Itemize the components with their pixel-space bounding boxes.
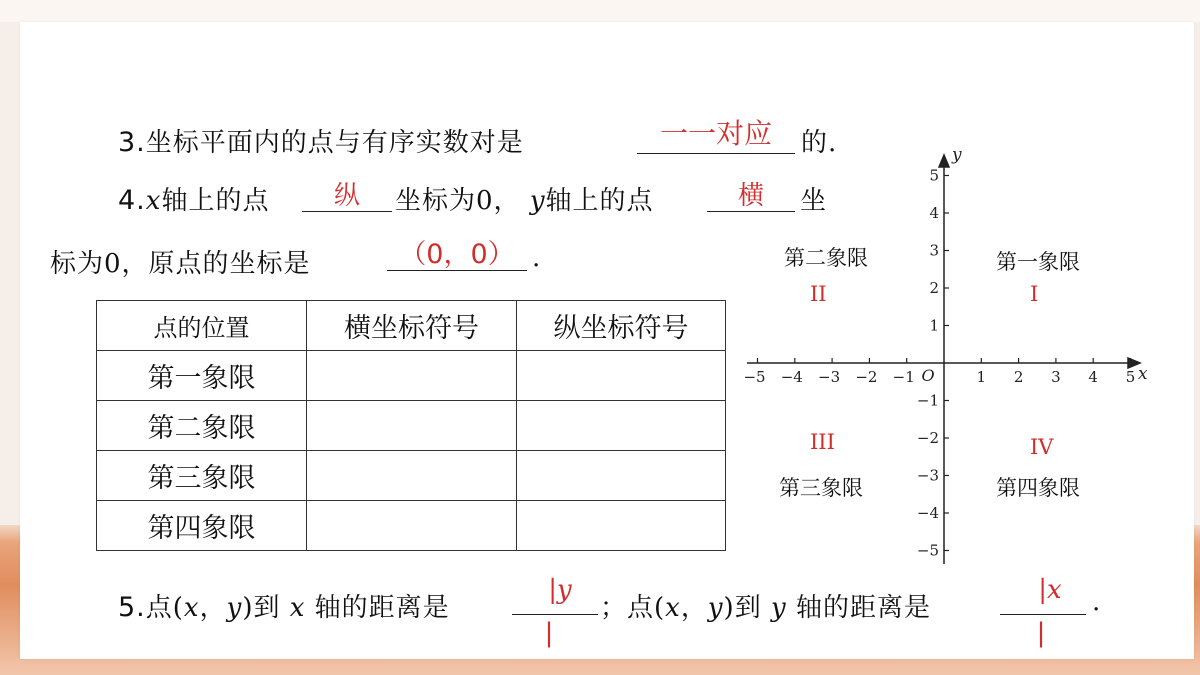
q5-comma-2: ， xyxy=(680,593,708,623)
q5-suffix: . xyxy=(1092,587,1102,617)
y-tick-label: −1 xyxy=(916,391,939,410)
x-tick-label: 4 xyxy=(1088,368,1098,386)
quadrant-1-label: 第一象限 xyxy=(996,250,1080,274)
quadrant-3-roman: III xyxy=(810,430,835,454)
q5-text-6: 轴的距离是 xyxy=(795,593,931,623)
y-axis-arrow xyxy=(939,155,949,167)
x-tick-label: −1 xyxy=(892,368,915,386)
quadrant-1-roman: I xyxy=(1030,282,1039,306)
q5-x-var: x xyxy=(183,593,200,623)
row-label-q2: 第二象限 xyxy=(97,401,307,451)
y-tick-label: −5 xyxy=(916,541,939,560)
q5-text-3: 轴的距离是 xyxy=(314,593,450,623)
q5-text-4: ；点( xyxy=(600,593,666,623)
y-tick-label: 1 xyxy=(929,316,939,335)
q4-text-1: 轴上的点 xyxy=(161,186,270,216)
y-tick-label: 3 xyxy=(929,241,939,260)
x-axis-label: x xyxy=(1138,364,1148,384)
x-tick-label: −5 xyxy=(743,368,766,386)
q3-suffix: 的. xyxy=(801,128,838,158)
q5-text-1: 点( xyxy=(145,593,184,623)
quadrant-2-roman: II xyxy=(810,282,827,306)
x-tick-label: −4 xyxy=(780,368,803,386)
q3-number: 3. xyxy=(118,127,146,158)
q4-y-var: y xyxy=(529,186,546,216)
q5-axis-x: x xyxy=(289,593,306,623)
table-header-y-sign: 纵坐标符号 xyxy=(517,301,726,351)
q5-answer-2-bar: | xyxy=(1036,618,1046,648)
q3-text: 坐标平面内的点与有序实数对是 xyxy=(145,128,524,158)
y-tick-label: 4 xyxy=(929,204,939,222)
row-label-q1: 第一象限 xyxy=(97,351,307,401)
q5-blank-1 xyxy=(512,614,598,615)
q4-text-4: 坐 xyxy=(800,186,828,216)
q5-axis-y: y xyxy=(770,593,787,623)
q5-blank-2 xyxy=(1000,614,1086,615)
y-tick-label: 5 xyxy=(929,166,939,185)
row-label-q4: 第四象限 xyxy=(97,501,307,551)
q5-x-var-2: x xyxy=(665,593,681,623)
q5-text-5: )到 xyxy=(723,593,762,623)
x-tick-label: 1 xyxy=(976,368,987,386)
q4-text-3: 轴上的点 xyxy=(545,186,654,216)
q5-answer-2: |x xyxy=(1038,575,1062,605)
q4-number: 4. xyxy=(118,185,146,216)
q5-y-var-2: y xyxy=(707,593,724,623)
q5-comma: ， xyxy=(199,593,227,623)
y-tick-label: −3 xyxy=(916,466,939,485)
quadrant-4-roman: IV xyxy=(1030,435,1054,459)
x-tick-label: −2 xyxy=(855,368,878,386)
q4-text-2: 坐标为0， xyxy=(395,186,521,216)
q4-line2-suffix: . xyxy=(532,243,542,273)
y-axis-label: y xyxy=(952,145,962,165)
table-header-position: 点的位置 xyxy=(97,301,307,351)
question-5-part1 xyxy=(118,587,450,624)
y-tick-label: 2 xyxy=(929,279,939,297)
q4-answer-2: 横 xyxy=(737,181,764,211)
table-header-x-sign: 横坐标符号 xyxy=(307,301,517,351)
x-tick-label: 2 xyxy=(1013,368,1024,386)
origin-label: O xyxy=(921,366,935,385)
q4-x-var: x xyxy=(145,186,162,216)
q5-y-var: y xyxy=(226,593,243,623)
q4-answer-1: 纵 xyxy=(333,181,360,211)
q5-answer-1: |y xyxy=(548,575,572,605)
q5-text-2: )到 xyxy=(242,593,281,623)
quadrant-3-label: 第三象限 xyxy=(779,476,863,500)
quadrant-4-label: 第四象限 xyxy=(996,476,1080,500)
q5-answer-1-bar: | xyxy=(544,618,554,648)
x-tick-label: 3 xyxy=(1051,368,1061,386)
row-label-q3: 第三象限 xyxy=(97,451,307,501)
question-5-part2 xyxy=(600,587,931,624)
q5-number: 5. xyxy=(118,592,146,623)
q4-line2-text: 标为0，原点的坐标是 xyxy=(50,249,311,279)
q4-answer-3: （0，0） xyxy=(399,239,515,270)
q3-answer: 一一对应 xyxy=(659,117,772,150)
x-tick-label: −3 xyxy=(818,368,841,386)
x-tick-label: 5 xyxy=(1125,368,1136,386)
y-tick-label: −2 xyxy=(916,429,939,447)
y-tick-label: −4 xyxy=(916,504,939,522)
quadrant-2-label: 第二象限 xyxy=(784,246,868,270)
